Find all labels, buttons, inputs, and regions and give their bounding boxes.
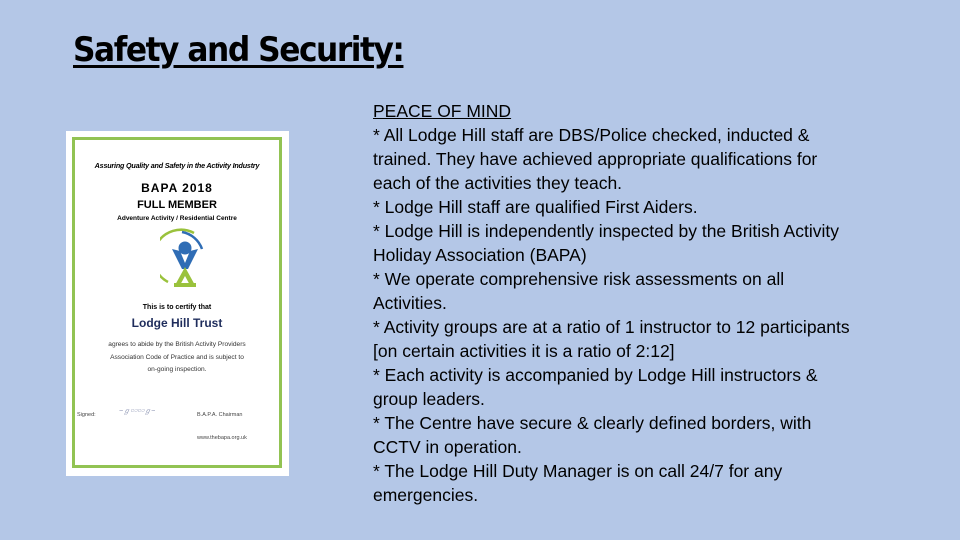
certificate-body-line: Association Code of Practice and is subject to	[110, 353, 244, 361]
certificate-membership: FULL MEMBER	[137, 199, 217, 211]
content-line: CCTV in operation.	[373, 437, 522, 457]
content-line: trained. They have achieved appropriate qualifications for	[373, 149, 818, 169]
content-line: each of the activities they teach.	[373, 173, 623, 193]
content-line: * The Centre have secure & clearly defined borders, with	[373, 413, 812, 433]
content-line: Holiday Association (BAPA)	[373, 245, 587, 265]
content-line: group leaders.	[373, 389, 485, 409]
certificate-certify-text: This is to certify that	[142, 304, 212, 311]
certificate-year: BAPA 2018	[141, 181, 213, 195]
certificate-chairman-label: B.A.P.A. Chairman	[197, 412, 243, 418]
content-line: * Activity groups are at a ratio of 1 instructor to 12 participants	[373, 317, 850, 337]
content-line: * We operate comprehensive risk assessments on all	[373, 269, 785, 289]
certificate-body-line: agrees to abide by the British Activity Providers	[108, 341, 246, 348]
content-line: * Each activity is accompanied by Lodge Hill instructors &	[373, 365, 818, 385]
content-line: * Lodge Hill is independently inspected by the British Activity	[373, 221, 839, 241]
content-line: * The Lodge Hill Duty Manager is on call 24/7 for any	[373, 461, 783, 481]
slide-title: Safety and Security:	[73, 30, 404, 70]
bapa-certificate-image	[66, 131, 289, 476]
content-line: * Lodge Hill staff are qualified First Aiders.	[373, 197, 698, 217]
content-heading: PEACE OF MIND	[373, 101, 512, 121]
certificate-tagline: Assuring Quality and Safety in the Activity Industry	[94, 161, 260, 170]
content-line: emergencies.	[373, 485, 479, 505]
signature-icon: ~ℊ∽∽ℊ~	[119, 408, 156, 415]
certificate-website: www.thebapa.org.uk	[197, 435, 247, 441]
bapa-logo-icon	[160, 227, 210, 297]
certificate-signed-label: Signed:	[77, 412, 96, 418]
content-line: * All Lodge Hill staff are DBS/Police checked, inducted &	[373, 125, 810, 145]
certificate-body	[89, 339, 265, 377]
certificate-centre-type: Adventure Activity / Residential Centre	[117, 215, 237, 222]
content-line: [on certain activities it is a ratio of 2:12]	[373, 341, 675, 361]
certificate-organisation: Lodge Hill Trust	[131, 316, 223, 330]
peace-of-mind-text	[373, 99, 933, 507]
content-line: Activities.	[373, 293, 447, 313]
certificate-body-line: on-going inspection.	[147, 366, 207, 373]
certificate-border	[72, 137, 282, 468]
